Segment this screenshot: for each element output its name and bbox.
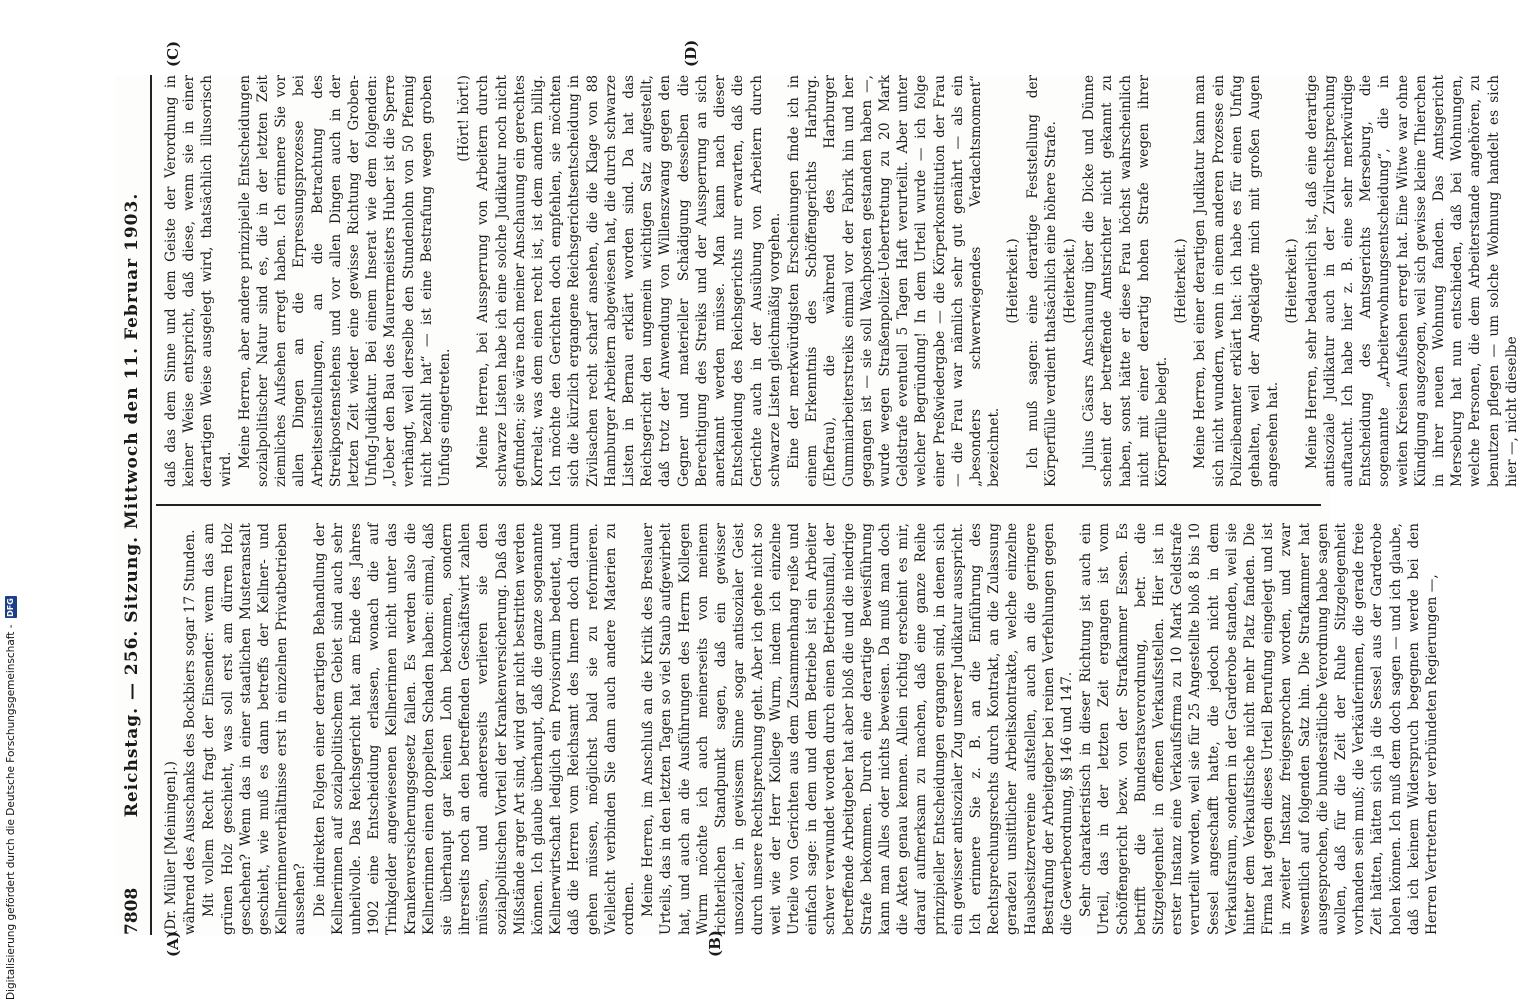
margin-letter-a: (A) bbox=[164, 931, 182, 957]
document-page bbox=[116, 39, 1520, 957]
paragraph: Julius Cäsars Anschauung über die Dicke und Dünne scheint der betreffende Amtsrichter nicht gekannt zu haben, sonst hätte er diese Frau höchst wahrscheinlich nicht mit einer derartig hohen Strafe wegen ihrer Körperfülle belegt. bbox=[1081, 75, 1170, 487]
paragraph: Die indirekten Folgen einer derartigen Behandlung der Kellnerinnen auf sozialpolitischem Gebiet sind auch sehr unheilvolle. Das Reichsgericht hat am Ende des Jahres 1902 eine Entscheidung erlassen, wonach die auf Trinkgelder angewiesenen Kellnerinnen nicht unter das Krankenversicherungsgesetz fallen. Es werden also die Kellnerinnen einen doppelten Schaden haben: einmal, daß sie überhaupt gar keinen Lohn bekommen, sondern ihrerseits noch an den betreffenden Geschäftswirt zahlen müssen, und andererseits verlieren sie den sozialpolitischen Vorteil der Krankenversicherung. Daß das Mißstände arger Art sind, wird gar nicht bestritten werden können. Ich glaube überhaupt, daß die ganze sogenannte Kellnerwirtschaft lediglich ein Provisorium bedeutet, und daß die Herren vom Reichsamt des Innern doch darum gehen müssen, möglichst bald sie zu reformieren. Vielleicht verbinden Sie dann auch andere Materien zu ordnen. bbox=[311, 523, 638, 935]
digitization-text: Digitalisierung gefördert durch die Deutsche Forschungsgemeinschaft - bbox=[5, 624, 17, 1000]
paragraph: Meine Herren, bei Aussperrung von Arbeitern durch schwarze Listen habe ich eine solche Judikatur noch nicht gefunden; sie wäre nach meiner Anschauung ein gerechtes Korrelat; was dem einen recht ist, ist dem andern billig. Ich möchte den Gerichten doch empfehlen, sie möchten sich die kürzlich ergangene Reichsgerichtsentscheidung in Zivilsachen recht scharf ansehen, die die Klage von 88 Hamburger Arbeitern abgewiesen hat, die durch schwarze Listen in Bernau erklärt worden sind. Da hat das Reichsgericht den ungemein wichtigen Satz aufgestellt, daß trotz der Anwendung von Willenszwang gegen den Gegner und materieller Schädigung desselben die Berechtigung des Streiks und der Aussperrung an sich anerkannt werden müsse. Man kann nach dieser Entscheidung des Reichsgerichts nur erwarten, daß die Gerichte auch in der Ausübung von Arbeitern durch schwarze Listen gleichmäßig vorgehen. bbox=[475, 75, 783, 487]
running-title: Reichstag. — 256. Sitzung. Mittwoch den 11. Februar 1903. bbox=[122, 192, 142, 818]
right-column bbox=[162, 75, 1520, 487]
paragraph: während des Ausschanks des Bockbiers sogar 17 Stunden. bbox=[182, 529, 199, 935]
paragraph: Mit vollem Recht fragt der Einsender: wenn das am grünen Holz geschieht, was soll erst am dürren Holz geschehen? Wenn das in einer staatlichen Musteranstalt geschieht, wie muß es dann betreffs der Kellner- und Kellnerinnenverhältnisse erst in einzelnen Privatbetrieben aussehen? bbox=[201, 523, 309, 935]
paragraph: Ich muß sagen: eine derartige Feststellung der Körperfülle verdient thatsächlich eine höhere Strafe. bbox=[1024, 75, 1059, 487]
dfg-logo: DFG bbox=[6, 598, 15, 617]
margin-letter-d: (D) bbox=[682, 39, 700, 67]
paragraph: Meine Herren, bei einer derartigen Judikatur kann man sich nicht wundern, wenn in einem anderen Prozesse ein Polizeibeamter erklärt hat: ich habe es für einen Unfug gehalten, weil der Angeklagte mich mit großen Augen angesehen hat. bbox=[1192, 75, 1282, 487]
paragraph: daß das dem Sinne und dem Geiste der Verordnung in keiner Weise entspricht, daß diese, wenn sie in einer derartigen Weise ausgelegt wird, thatsächlich illusorisch wird. bbox=[163, 75, 234, 487]
page-header bbox=[116, 75, 152, 935]
left-column bbox=[162, 523, 1441, 935]
paragraph: Sehr charakteristisch in dieser Richtung ist auch ein Urteil, das in der letzten Zeit ergangen ist vom Schöffengericht bezw. von der Strafkammer Essen. Es betrifft die Bundesratsverordnung, betr. die Sitzgelegenheit in offenen Verkaufsstellen. Hier ist in erster Instanz eine Verkaufsfirma zu 10 Mark Geldstrafe verurteilt worden, weil sie für 25 Angestellte bloß 8 bis 10 Sessel angeschafft hatte, die jedoch nicht in dem Verkaufsraum, sondern in der Garderobe standen, weil sie hinter dem Verkaufstische nicht mehr Platz fanden. Die Firma hat gegen dieses Urteil Berufung eingelegt und ist in zweiter Instanz freigesprochen worden, und zwar wesentlich auf folgenden Satz hin. Die Strafkammer hat ausgesprochen, die bundesrätliche Verordnung habe sagen wollen, daß für die Zeit der Ruhe Sitzgelegenheit vorhanden sein muß; die Verkäuferinnen, die gerade freie Zeit hätten, hätten sich ja die Sessel aus der Garderobe holen können. Ich muß dem doch sagen — und ich glaube, daß ich keinem Widerspruch begegnen werde bei den Herren Vertretern der verbündeten Regierungen —, bbox=[1078, 523, 1441, 935]
interjection: (Heiterkeit.) bbox=[1173, 238, 1190, 324]
paragraph: Meine Herren, aber andere prinzipielle Entscheidungen sozialpolitischer Natur sind es, die in der letzten Zeit ziemliches Aufsehen erregt haben. Ich erinnere Sie vor allen Dingen an die Erpressungsprozesse bei Arbeitseinstellungen, an die Betrachtung des Streikpostenstehens und vor allen Dingen auch in der letzten Zeit wieder eine gewisse Richtung der Groben-Unfug-Judikatur. Bei einem Inserat wie dem folgenden: „Ueber den Bau des Maurermeisters Huber ist die Sperre verhängt, weil derselbe den Stundenlohn von 50 Pfennig nicht bezahlt hat“ — ist eine Bestrafung wegen groben Unfugs eingetreten. bbox=[236, 75, 454, 487]
speaker-name: (Dr. Müller [Meiningen].) bbox=[163, 761, 179, 935]
interjection: (Heiterkeit.) bbox=[1061, 238, 1078, 324]
page-number: 7808 bbox=[122, 887, 142, 935]
interjection: (Heiterkeit.) bbox=[1284, 238, 1301, 324]
paragraph: Meine Herren, im Anschluß an die Kritik des Breslauer Urteils, das in den letzten Tagen so viel Staub aufgewirbelt hat, und auch an die Ausführungen des Herrn Kollegen Wurm möchte ich auch meinerseits von meinem richterlichen Standpunkt sagen, daß ein gewisser unsozialer, in gewissem Sinne sogar antisozialer Geist durch unsere Rechtsprechung geht. Aber ich gehe nicht so weit wie der Herr Kollege Wurm, indem ich einzelne Urteile von Gerichten aus dem Zusammenhang reiße und einfach sage: in dem und dem Betriebe ist ein Arbeiter schwer verwundet worden durch einen Betriebsunfall, der betreffende Arbeitgeber hat aber bloß die und die niedrige Strafe bekommen. Durch eine derartige Beweisführung kann man Alles oder nichts beweisen. Da muß man doch die Akten genau kennen. Allein richtig erscheint es mir, darauf aufmerksam zu machen, daß eine ganze Reihe prinzipieller Entscheidungen ergangen sind, in denen sich ein gewisser antisozialer Zug unserer Judikatur ausspricht. Ich erinnere Sie z. B. an die Einführung des Rechtsprechungsrechts durch Kontrakt, an die Zulassung geradezu unsittlicher Arbeitskontrakte, welche einzelne Hausbesitzervereine aufstellen, auch an die geringere Bestrafung der Arbeitgeber bei reinen Verfehlungen gegen die Gewerbeordnung, §§ 146 und 147. bbox=[640, 523, 1075, 935]
paragraph: Eine der merkwürdigsten Erscheinungen finde ich in einem Erkenntnis des Schöffengerichts Harburg. (Ehefrau), die während des Harburger Gummiarbeiterstreiks einmal vor der Fabrik hin und her gegangen ist — sie soll Wachposten gestanden haben —, wurde wegen Straßenpolizei-Uebertretung zu 20 Mark Geldstrafe eventuell 5 Tagen Haft verurteilt. Aber unter welcher Begründung! In dem Urteil wurde — ich folge einer Preßwiedergabe — die Körperkonstitution der Frau — die Frau war nämlich sehr gut genährt — als ein „besonders schwerwiegendes Verdachtsmoment“ bezeichnet. bbox=[785, 75, 1003, 487]
margin-letter-b: (B) bbox=[706, 930, 724, 957]
margin-letter-c: (C) bbox=[164, 40, 182, 67]
digitization-note bbox=[4, 0, 18, 1000]
interjection: (Hört! hört!) bbox=[456, 75, 473, 162]
paragraph: Meine Herren, sehr bedauerlich ist, daß eine derartige antisoziale Judikatur auch in der Zivilrechtsprechung auftaucht. Ich habe hier z. B. eine sehr merkwürdige Entscheidung des Amtsgerichts Merseburg, die sogenannte „Arbeiterwohnungsentscheidung“, die in weiten Kreisen Aufsehen erregt hat. Eine Witwe war ohne Kündigung ausgezogen, weil sich gewisse kleine Thierchen in ihrer neuen Wohnung fanden. Das Amtsgericht Merseburg hat nun entschieden, daß bei Wohnungen, welche Personen, die dem Arbeiterstande angehören, zu benutzen pflegen — um solche Wohnung handelt es sich hier —, nicht dieselbe bbox=[1303, 75, 1520, 487]
column-divider bbox=[156, 504, 1321, 506]
interjection: (Heiterkeit.) bbox=[1005, 238, 1022, 324]
